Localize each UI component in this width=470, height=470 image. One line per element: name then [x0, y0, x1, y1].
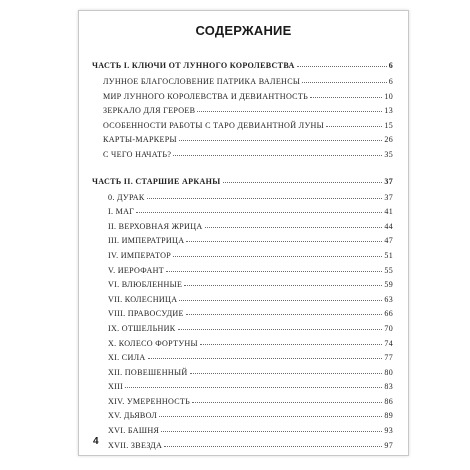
toc-entry-label: ОСОБЕННОСТИ РАБОТЫ С ТАРО ДЕВИАНТНОЙ ЛУНЫ: [103, 120, 324, 130]
toc-entry-label: IV. ИМПЕРАТОР: [108, 250, 172, 260]
leader-dots: [197, 111, 382, 112]
toc-page-number: 77: [384, 353, 393, 363]
toc-page-number: 97: [384, 440, 393, 450]
toc-entry-label: МИР ЛУННОГО КОРОЛЕВСТВА И ДЕВИАНТНОСТЬ: [103, 91, 309, 101]
toc-entry-label: XI. СИЛА: [108, 353, 146, 363]
toc-entry-label: XVII. ЗВЕЗДА: [108, 440, 163, 450]
toc-entry: [92, 251, 393, 266]
toc-entry: [92, 309, 393, 324]
leader-dots: [184, 285, 382, 286]
toc-page-number: 6: [388, 77, 393, 86]
toc-entry: [92, 106, 393, 121]
toc-entry-label: XIII: [108, 382, 124, 392]
toc-page-number: 51: [384, 250, 393, 260]
toc-entry: [92, 339, 393, 354]
leader-dots: [223, 182, 383, 183]
toc-page-number: 93: [384, 426, 393, 436]
leader-dots: [136, 212, 382, 213]
leader-dots: [125, 387, 382, 388]
toc-entry-label: IX. ОТШЕЛЬНИК: [108, 323, 176, 333]
toc-part-1: [92, 61, 393, 77]
leader-dots: [179, 300, 382, 301]
leader-dots: [147, 198, 383, 199]
leader-dots: [310, 97, 382, 98]
leader-dots: [166, 271, 382, 272]
toc-page-number: 59: [384, 280, 393, 290]
toc-entry-label: ЗЕРКАЛО ДЛЯ ГЕРОЕВ: [103, 106, 196, 116]
toc-entry: [92, 207, 393, 222]
toc-page-number: 37: [384, 192, 393, 202]
toc-entry: [92, 382, 393, 397]
toc-entry-label: С ЧЕГО НАЧАТЬ?: [103, 149, 172, 159]
toc-entry: [92, 324, 393, 339]
leader-dots: [326, 126, 382, 127]
toc-page-number: 86: [384, 396, 393, 406]
toc-entry: [92, 135, 393, 150]
toc-page-number: 70: [384, 323, 393, 333]
toc-page-number: 44: [384, 221, 393, 231]
toc-page-number: 55: [384, 265, 393, 275]
toc-entry: [92, 280, 393, 295]
toc-entry: [92, 411, 393, 426]
toc-entry: [92, 121, 393, 136]
toc-part-label: ЧАСТЬ II. СТАРШИЕ АРКАНЫ: [92, 176, 221, 186]
toc-part-label: ЧАСТЬ I. КЛЮЧИ ОТ ЛУННОГО КОРОЛЕВСТВА: [92, 61, 295, 70]
leader-dots: [302, 82, 386, 83]
toc-page-number: 89: [384, 411, 393, 421]
toc-entry-label: VI. ВЛЮБЛЕННЫЕ: [108, 280, 183, 290]
leader-dots: [190, 373, 383, 374]
toc-entry-label: КАРТЫ-МАРКЕРЫ: [103, 135, 177, 145]
toc-entry: [92, 353, 393, 368]
toc-entry-label: 0. ДУРАК: [108, 192, 145, 202]
leader-dots: [297, 66, 387, 67]
toc-page-number: 35: [384, 149, 393, 159]
toc-entry: [92, 222, 393, 237]
toc-entry: [92, 92, 393, 107]
toc-entry: [92, 266, 393, 281]
leader-dots: [148, 358, 383, 359]
toc-page-number: 47: [384, 236, 393, 246]
toc-page-number: 80: [384, 367, 393, 377]
toc-page-number: 13: [384, 106, 393, 116]
toc-entry: [92, 426, 393, 441]
toc-entry-label: II. ВЕРХОВНАЯ ЖРИЦА: [108, 221, 203, 231]
toc-page-number: 83: [384, 382, 393, 392]
toc-page-number: 63: [384, 294, 393, 304]
toc-entry: [92, 193, 393, 208]
toc-page-number: 10: [384, 91, 393, 101]
toc-entry-label: ЛУННОЕ БЛАГОСЛОВЕНИЕ ПАТРИКА ВАЛЕНСЫ: [103, 77, 301, 86]
leader-dots: [192, 402, 382, 403]
toc-entry: [92, 295, 393, 310]
toc-entry: [92, 77, 393, 92]
page-number: 4: [93, 436, 99, 447]
section-gap: [92, 165, 393, 177]
toc-entry: [92, 236, 393, 251]
leader-dots: [200, 344, 383, 345]
leader-dots: [205, 227, 383, 228]
toc-page-number: 6: [388, 61, 393, 70]
page-title: СОДЕРЖАНИЕ: [195, 23, 292, 38]
toc-entry-label: XIV. УМЕРЕННОСТЬ: [108, 396, 191, 406]
toc-entry-label: I. МАГ: [108, 207, 135, 217]
toc-entry: [92, 441, 393, 456]
leader-dots: [186, 241, 382, 242]
leader-dots: [161, 431, 382, 432]
toc-entry-label: XV. ДЬЯВОЛ: [108, 411, 158, 421]
toc-entry-label: XII. ПОВЕШЕННЫЙ: [108, 367, 188, 377]
toc-entry-label: XVI. БАШНЯ: [108, 426, 160, 436]
toc-entry: [92, 397, 393, 412]
table-of-contents: [92, 61, 393, 455]
toc-part-2: [92, 177, 393, 193]
leader-dots: [159, 416, 382, 417]
leader-dots: [186, 314, 383, 315]
toc-entry-label: III. ИМПЕРАТРИЦА: [108, 236, 185, 246]
toc-entry-label: VII. КОЛЕСНИЦА: [108, 294, 178, 304]
toc-page-number: 37: [384, 176, 393, 186]
leader-dots: [164, 446, 382, 447]
toc-entry-label: V. ИЕРОФАНТ: [108, 265, 164, 275]
leader-dots: [179, 140, 383, 141]
toc-page-number: 66: [384, 309, 393, 319]
toc-entry-label: VIII. ПРАВОСУДИЕ: [108, 309, 184, 319]
toc-entry-label: X. КОЛЕСО ФОРТУНЫ: [108, 338, 198, 348]
toc-entry: [92, 368, 393, 383]
leader-dots: [173, 256, 382, 257]
toc-page-number: 15: [384, 120, 393, 130]
leader-dots: [178, 329, 383, 330]
toc-page-number: 41: [384, 207, 393, 217]
leader-dots: [173, 155, 382, 156]
toc-entry: [92, 150, 393, 165]
book-page: [78, 10, 409, 456]
toc-page-number: 26: [384, 135, 393, 145]
toc-page-number: 74: [384, 338, 393, 348]
